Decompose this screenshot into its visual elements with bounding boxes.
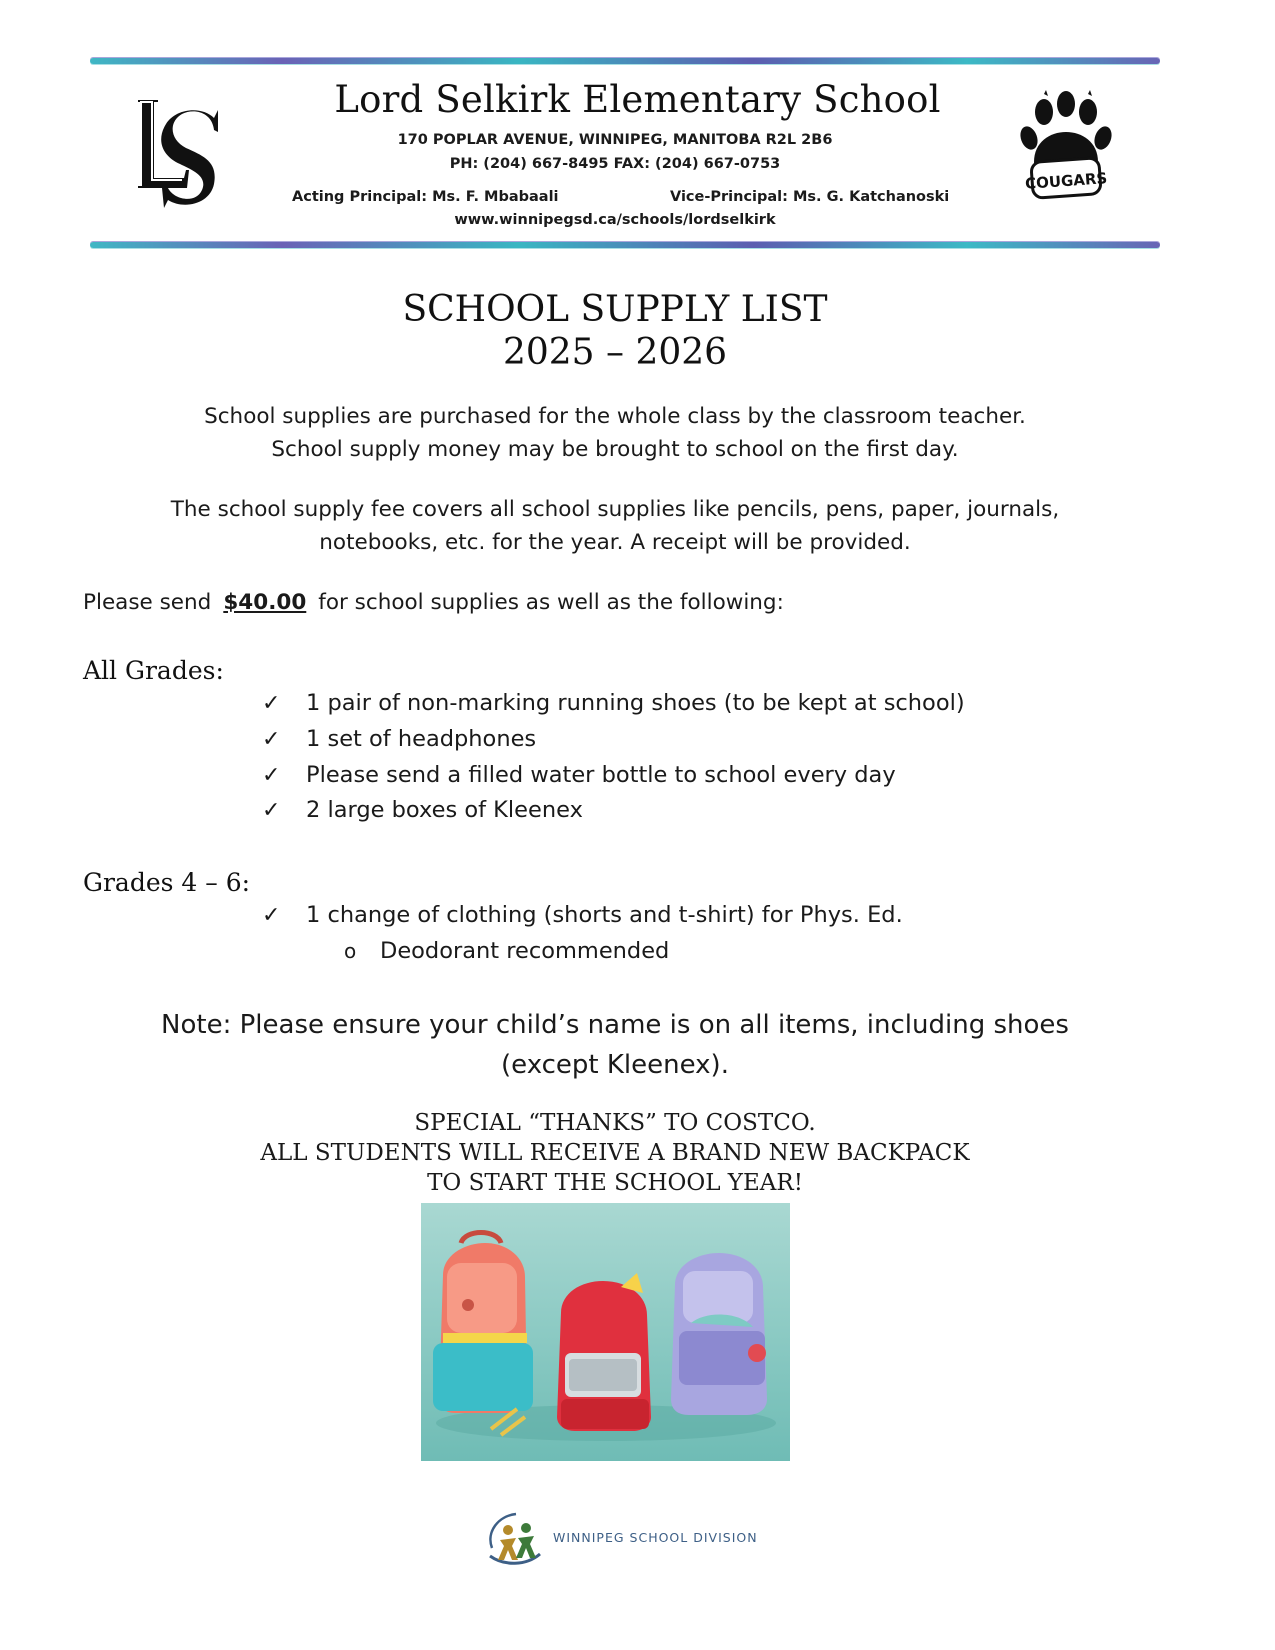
intro-paragraph-1 xyxy=(0,400,1230,466)
list-item: ✓ 1 set of headphones xyxy=(262,726,537,752)
winnipeg-school-division-logo xyxy=(482,1510,546,1572)
school-website-link[interactable]: www.winnipegsd.ca/schools/lordselkirk xyxy=(454,212,776,228)
header-top-rule xyxy=(90,58,1160,64)
backpack-middle xyxy=(557,1273,651,1431)
send-prefix: Please send xyxy=(83,590,212,615)
acting-principal: Acting Principal: Ms. F. Mbabaali xyxy=(292,189,559,205)
sub-list-item: o Deodorant recommended xyxy=(344,938,670,964)
school-name: Lord Selkirk Elementary School xyxy=(334,78,941,121)
school-year: 2025 – 2026 xyxy=(502,332,728,373)
note-line-2: (except Kleenex). xyxy=(501,1050,729,1080)
header-bottom-rule xyxy=(90,242,1160,248)
cougars-text: COUGARS xyxy=(1024,169,1108,193)
intro-p2-line2: notebooks, etc. for the year. A receipt will be provided. xyxy=(319,530,911,555)
note-line-1: Note: Please ensure your child’s name is on all items, including shoes xyxy=(161,1010,1069,1040)
school-address: 170 POPLAR AVENUE, WINNIPEG, MANITOBA R2L 2B6 xyxy=(397,132,833,148)
principals-line xyxy=(292,189,992,205)
circle-bullet-icon: o xyxy=(344,939,357,963)
checkmark-icon: ✓ xyxy=(262,798,281,823)
send-fee-line xyxy=(83,590,784,615)
list-item: ✓ Please send a filled water bottle to school every day xyxy=(262,762,896,788)
checkmark-icon: ✓ xyxy=(262,691,281,716)
section-grades-4-6-heading: Grades 4 – 6: xyxy=(83,868,251,897)
section-all-grades-heading: All Grades: xyxy=(83,656,224,685)
intro-p1-line2: School supply money may be brought to school on the first day. xyxy=(271,437,959,462)
list-item: ✓ 1 pair of non-marking running shoes (to be kept at school) xyxy=(262,690,965,716)
thanks-line-1: SPECIAL “THANKS” TO COSTCO. xyxy=(414,1110,816,1136)
checkmark-icon: ✓ xyxy=(262,903,281,928)
thanks-line-3: TO START THE SCHOOL YEAR! xyxy=(427,1170,803,1196)
page-title: SCHOOL SUPPLY LIST xyxy=(402,289,828,330)
list-item: ✓ 1 change of clothing (shorts and t-shirt) for Phys. Ed. xyxy=(262,902,903,928)
thanks-line-2: ALL STUDENTS WILL RECEIVE A BRAND NEW BACKPACK xyxy=(260,1140,970,1166)
intro-paragraph-2 xyxy=(0,493,1230,559)
checkmark-icon: ✓ xyxy=(262,763,281,788)
intro-p2-line1: The school supply fee covers all school supplies like pencils, pens, paper, journals, xyxy=(170,497,1060,522)
vice-principal: Vice-Principal: Ms. G. Katchanoski xyxy=(670,189,950,205)
backpacks-photo xyxy=(421,1203,790,1461)
list-item: ✓ 2 large boxes of Kleenex xyxy=(262,797,583,823)
cougars-paw-logo xyxy=(1020,90,1112,210)
winnipeg-school-division-text: WINNIPEG SCHOOL DIVISION xyxy=(553,1530,758,1545)
backpack-right xyxy=(671,1253,767,1415)
fee-amount: $40.00 xyxy=(223,590,307,615)
send-suffix: for school supplies as well as the following: xyxy=(318,590,784,615)
checkmark-icon: ✓ xyxy=(262,727,281,752)
school-phones: PH: (204) 667-8495 FAX: (204) 667-0753 xyxy=(449,156,781,172)
intro-p1-line1: School supplies are purchased for the whole class by the classroom teacher. xyxy=(204,404,1026,429)
